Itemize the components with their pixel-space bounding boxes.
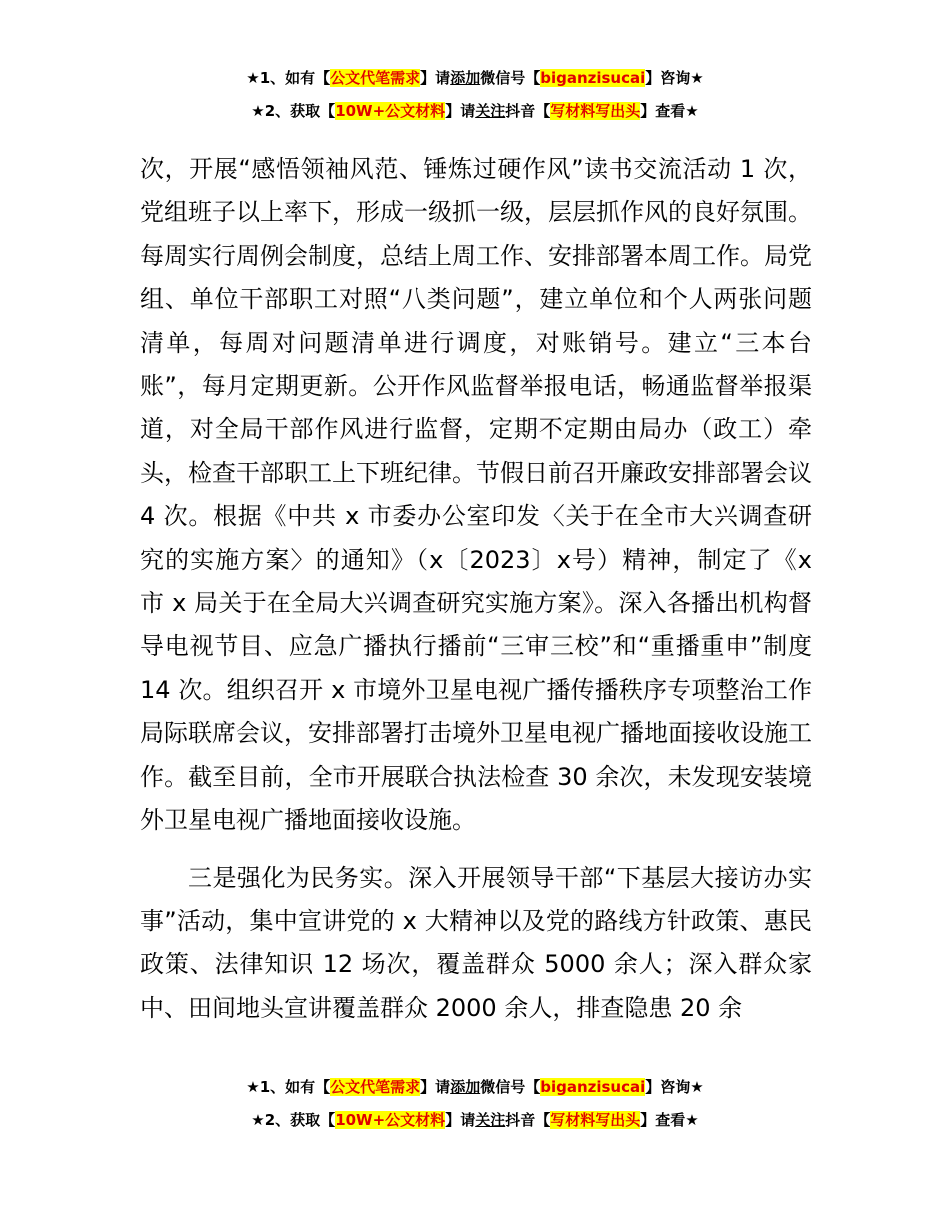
banner-text: ★1、如有【 [246,1078,331,1096]
highlight-text: biganzisucai [540,1078,646,1096]
highlight-text: 写材料写出头 [550,102,641,120]
banner-text: ★2、获取【 [251,1111,336,1129]
banner-text: ★1、如有【 [246,69,331,87]
underlined-text: 关注 [475,102,506,120]
banner-text: 】请 [445,102,476,120]
body-paragraph: 三是强化为民务实。深入开展领导干部“下基层大接访办实事”活动，集中宣讲党的 x 大精神以及党的路线方针政策、惠民政策、法律知识 12 场次，覆盖群众 5000 余人；深入群众家中、田间地头宣讲覆盖群众 2000 余人，排查隐患 20 余 [140,863,812,1022]
banner-line-2 [0,100,950,133]
banner-text: ★2、获取【 [251,102,336,120]
banner-text: 】请 [420,1078,451,1096]
footer-banner [0,1076,950,1142]
highlight-text: biganzisucai [540,69,646,87]
banner-text: 】咨询★ [645,1078,704,1096]
banner-text: 微信号【 [480,1078,541,1096]
banner-text: 】请 [445,1111,476,1129]
header-banner [0,67,950,133]
banner-text: 微信号【 [480,69,541,87]
banner-text: 】查看★ [640,102,699,120]
underlined-text: 关注 [475,1111,506,1129]
banner-text: 抖音【 [505,102,551,120]
banner-text: 】咨询★ [645,69,704,87]
highlight-text: 公文代笔需求 [330,1078,421,1096]
highlight-text: 写材料写出头 [550,1111,641,1129]
underlined-text: 添加 [450,1078,481,1096]
highlight-text: 公文代笔需求 [330,69,421,87]
banner-text: 】请 [420,69,451,87]
highlight-text: 10W+公文材料 [335,102,446,120]
banner-text: 】查看★ [640,1111,699,1129]
highlight-text: 10W+公文材料 [335,1111,446,1129]
underlined-text: 添加 [450,69,481,87]
banner-line-1 [0,67,950,100]
document-body [140,148,812,1030]
banner-line-1 [0,1076,950,1109]
banner-text: 抖音【 [505,1111,551,1129]
banner-line-2 [0,1109,950,1142]
body-paragraph: 次，开展“感悟领袖风范、锤炼过硬作风”读书交流活动 1 次，党组班子以上率下，形成一级抓一级，层层抓作风的良好氛围。每周实行周例会制度，总结上周工作、安排部署本周工作。局党组、单位干部职工对照“八类问题”，建立单位和个人两张问题清单，每周对问题清单进行调度，对账销号。建立“三本台账”，每月定期更新。公开作风监督举报电话，畅通监督举报渠道，对全局干部作风进行监督，定期不定期由局办（政工）牵头，检查干部职工上下班纪律。节假日前召开廉政安排部署会议 4 次。根据《中共 x 市委办公室印发〈关于在全市大兴调查研究的实施方案〉的通知》（x〔2023〕x号）精神，制定了《x 市 x 局关于在全局大兴调查研究实施方案》。深入各播出机构督导电视节目、应急广播执行播前“三审三校”和“重播重申”制度 14 次。组织召开 x 市境外卫星电视广播传播秩序专项整治工作局际联席会议，安排部署打击境外卫星电视广播地面接收设施工作。截至目前，全市开展联合执法检查 30 余次，未发现安装境外卫星电视广播地面接收设施。 [140,155,812,835]
